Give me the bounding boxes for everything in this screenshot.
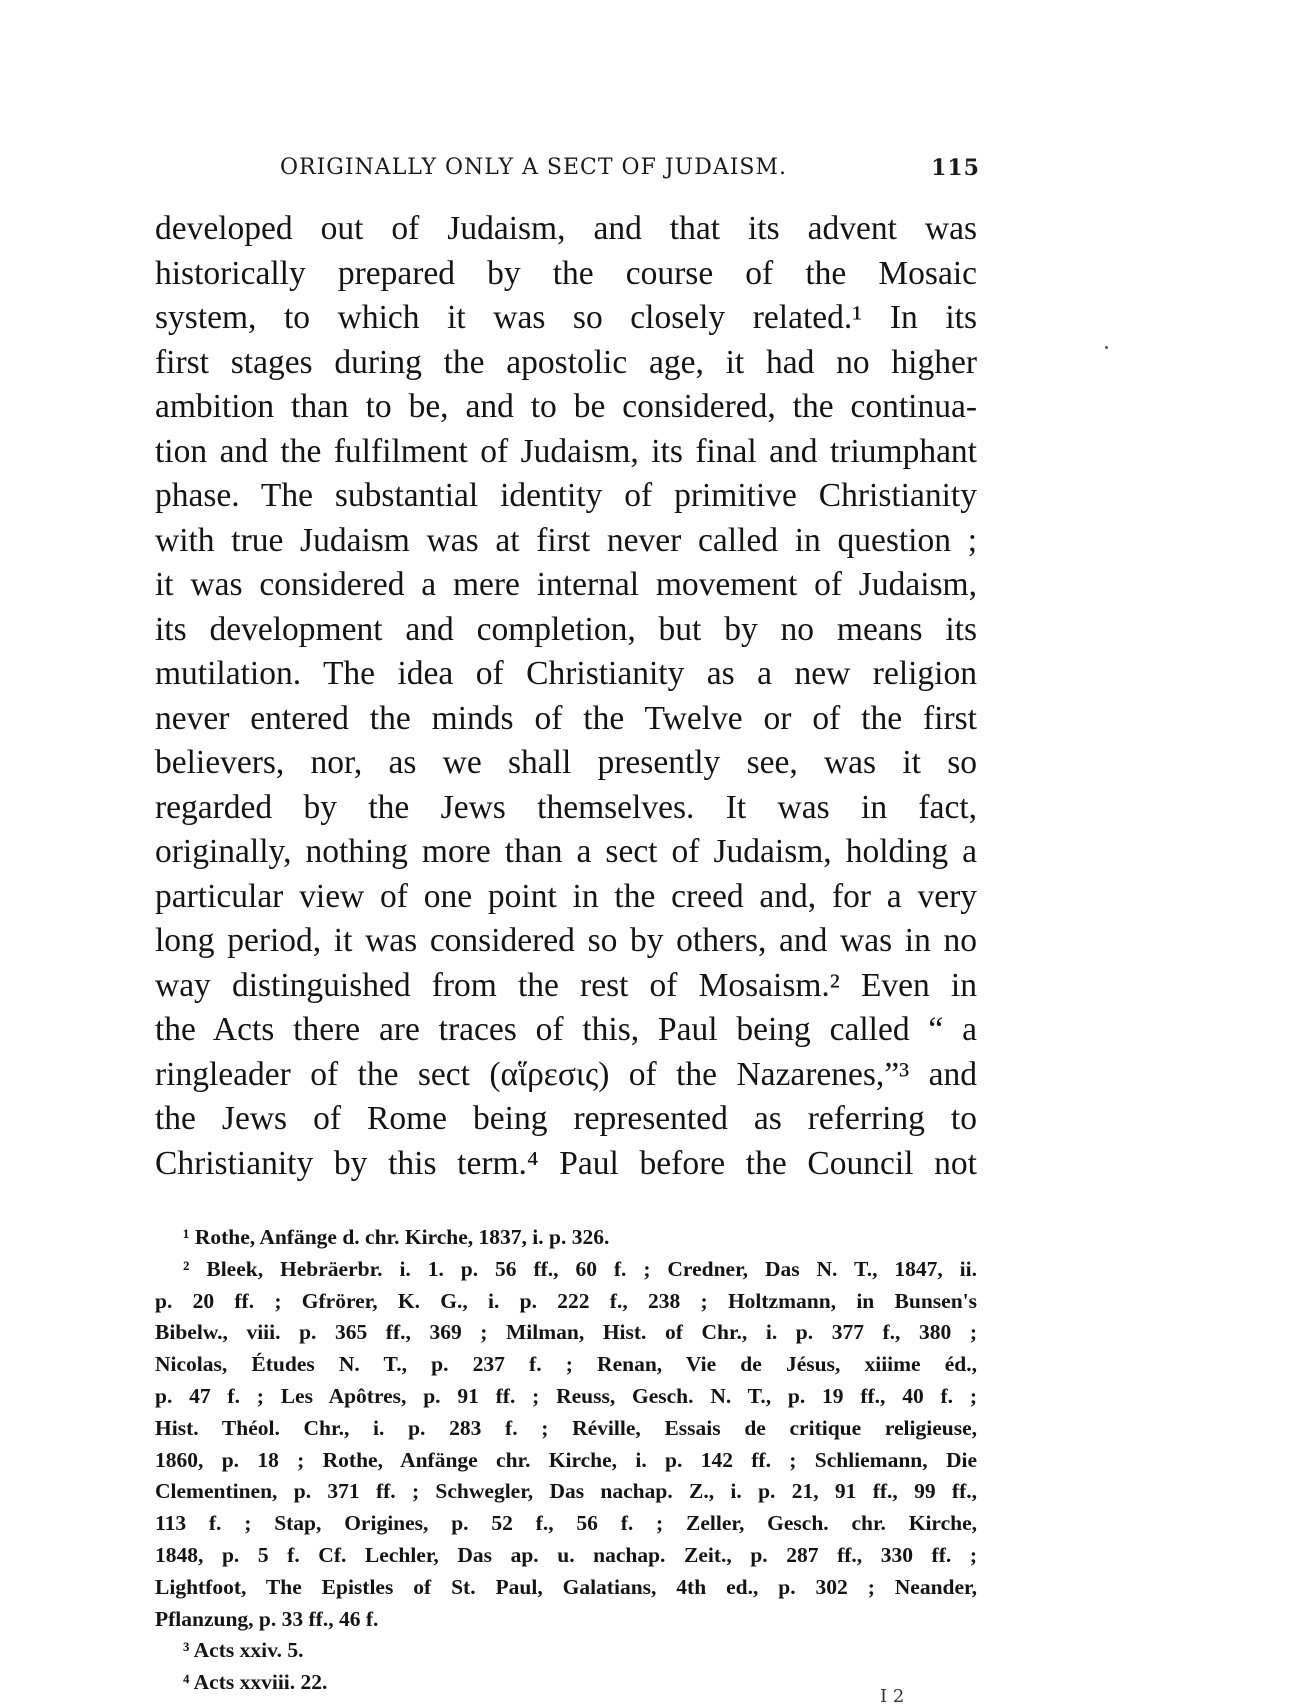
body-line: system, to which it was so closely related.¹ In its (155, 299, 977, 336)
body-line: mutilation. The idea of Christianity as a new religion (155, 655, 977, 692)
body-line: phase. The substantial identity of primitive Christianity (155, 477, 977, 514)
footnote-line: p. 47 f. ; Les Apôtres, p. 91 ff. ; Reuss, Gesch. N. T., p. 19 ff., 40 f. ; (155, 1383, 977, 1408)
body-line: ambition than to be, and to be considered, the continua- (155, 388, 977, 425)
stray-ink-dot (1105, 346, 1108, 349)
body-line: it was considered a mere internal movement of Judaism, (155, 566, 977, 603)
body-line: originally, nothing more than a sect of Judaism, holding a (155, 833, 977, 870)
body-line: historically prepared by the course of the Mosaic (155, 254, 977, 292)
body-line: with true Judaism was at first never called in question ; (155, 521, 977, 559)
footnote-line: 113 f. ; Stap, Origines, p. 52 f., 56 f. ; Zeller, Gesch. chr. Kirche, (155, 1511, 977, 1536)
body-line: its development and completion, but by no means its (155, 610, 977, 648)
body-line: believers, nor, as we shall presently see, was it so (155, 744, 977, 781)
body-line: never entered the minds of the Twelve or of the first (155, 699, 977, 737)
footnote-line: p. 20 ff. ; Gfrörer, K. G., i. p. 222 f., 238 ; Holtzmann, in Bunsen's (155, 1288, 977, 1313)
footnote-line: 1860, p. 18 ; Rothe, Anfänge chr. Kirche, i. p. 142 ff. ; Schliemann, Die (155, 1447, 977, 1472)
body-line: ringleader of the sect (αἵρεσις) of the Nazarenes,”³ and (155, 1055, 977, 1093)
body-line: particular view of one point in the creed and, for a very (155, 877, 977, 915)
body-line: the Jews of Rome being represented as referring to (155, 1100, 977, 1137)
footnote-line: Hist. Théol. Chr., i. p. 283 f. ; Réville, Essais de critique religieuse, (155, 1415, 977, 1440)
body-line: Christianity by this term.⁴ Paul before the Council not (155, 1144, 977, 1182)
body-line: first stages during the apostolic age, it had no higher (155, 343, 977, 381)
body-line: long period, it was considered so by others, and was in no (155, 922, 977, 959)
footnote-line: Lightfoot, The Epistles of St. Paul, Galatians, 4th ed., p. 302 ; Neander, (155, 1574, 977, 1599)
running-title: ORIGINALLY ONLY A SECT OF JUDAISM. (280, 155, 787, 180)
footnote-line: ⁴ Acts xxviii. 22. (183, 1670, 328, 1695)
footnote-line: 1848, p. 5 f. Cf. Lechler, Das ap. u. nachap. Zeit., p. 287 ff., 330 ff. ; (155, 1542, 977, 1567)
footnote-line: Bibelw., viii. p. 365 ff., 369 ; Milman, Hist. of Chr., i. p. 377 f., 380 ; (155, 1320, 977, 1345)
footnote-line: Nicolas, Études N. T., p. 237 f. ; Renan, Vie de Jésus, xiiime éd., (155, 1352, 977, 1377)
footnotes (155, 1222, 977, 1699)
footnote-line: ¹ Rothe, Anfänge d. chr. Kirche, 1837, i. p. 326. (183, 1225, 610, 1249)
footnote-line: ³ Acts xxiv. 5. (183, 1638, 304, 1663)
running-header (280, 155, 980, 189)
body-line: tion and the fulfilment of Judaism, its final and triumphant (155, 432, 977, 470)
body-text (155, 207, 977, 1186)
body-line: the Acts there are traces of this, Paul being called “ a (155, 1011, 977, 1048)
signature-mark: I 2 (880, 1686, 905, 1707)
footnote-line: ² Bleek, Hebräerbr. i. 1. p. 56 ff., 60 f. ; Credner, Das N. T., 1847, ii. (183, 1256, 977, 1281)
footnote-line: Pflanzung, p. 33 ff., 46 f. (155, 1606, 379, 1631)
body-line: way distinguished from the rest of Mosaism.² Even in (155, 966, 977, 1004)
body-line: developed out of Judaism, and that its advent was (155, 210, 977, 247)
body-line: regarded by the Jews themselves. It was in fact, (155, 788, 977, 826)
footnote-line: Clementinen, p. 371 ff. ; Schwegler, Das nachap. Z., i. p. 21, 91 ff., 99 ff., (155, 1479, 977, 1504)
page-number: 115 (931, 155, 980, 181)
